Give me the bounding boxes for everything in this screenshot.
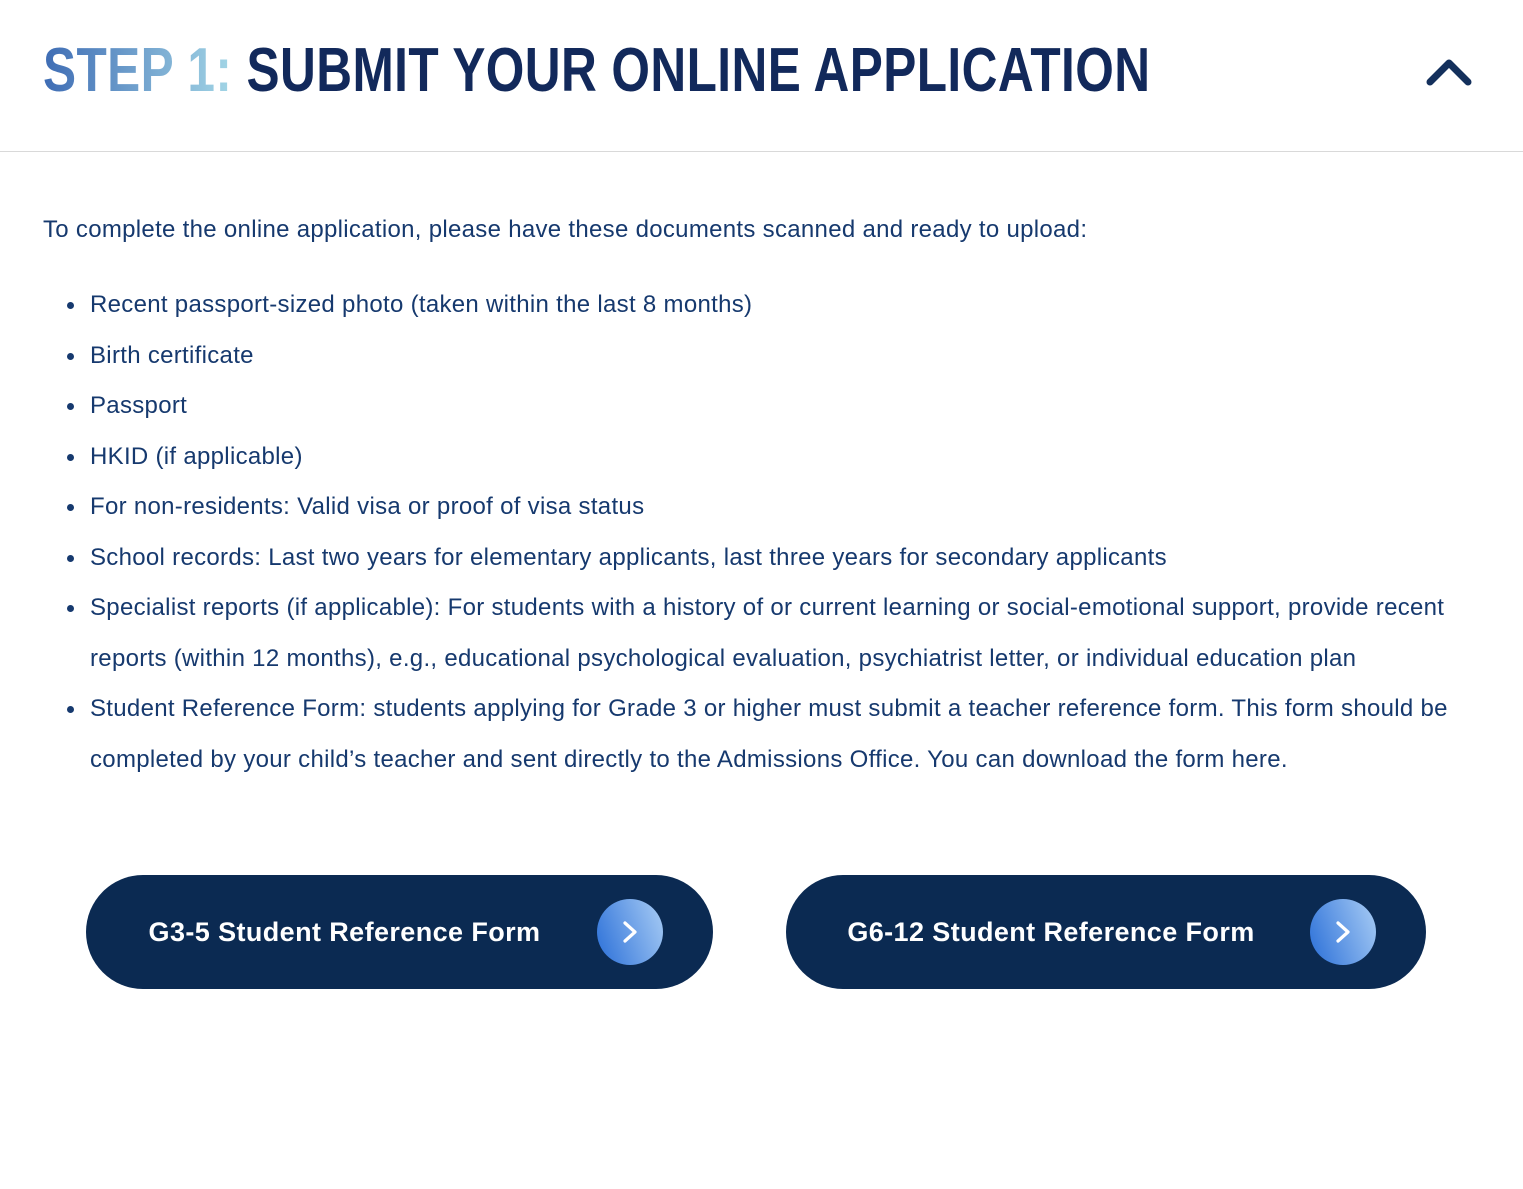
chevron-up-icon — [1426, 57, 1472, 87]
g6-12-student-reference-form-button[interactable] — [786, 875, 1426, 989]
arrow-right-circle-icon — [1310, 899, 1376, 965]
list-item: Recent passport-sized photo (taken within the last 8 months) — [43, 280, 1480, 331]
page-title — [43, 36, 1179, 105]
arrow-right-circle-icon — [597, 899, 663, 965]
button-label: G3-5 Student Reference Form — [148, 916, 541, 947]
section-body — [0, 216, 1523, 989]
list-item: HKID (if applicable) — [43, 432, 1480, 483]
list-item: Specialist reports (if applicable): For students with a history of or current learning or social-emotional support, provide recent reports (within 12 months), e.g., educational psychological evaluation, psychiatrist letter, or individual education plan — [43, 583, 1480, 684]
accordion-header — [0, 0, 1523, 152]
collapse-button[interactable] — [1419, 48, 1479, 96]
intro-text: To complete the online application, please have these documents scanned and ready to upload: — [43, 216, 1088, 243]
reference-form-buttons — [86, 875, 1480, 989]
list-item: For non-residents: Valid visa or proof of visa status — [43, 482, 1480, 533]
list-item: Student Reference Form: students applying for Grade 3 or higher must submit a teacher reference form. This form should be completed by your child’s teacher and sent directly to the Admissions Office. You can download the form here. — [43, 684, 1480, 785]
step-label: STEP 1: — [43, 36, 233, 105]
list-item: School records: Last two years for elementary applicants, last three years for secondary applicants — [43, 533, 1480, 584]
button-label: G6-12 Student Reference Form — [847, 916, 1255, 947]
document-list — [43, 280, 1480, 785]
g3-5-student-reference-form-button[interactable] — [86, 875, 713, 989]
section-title-text: SUBMIT YOUR ONLINE APPLICATION — [246, 36, 1151, 105]
list-item: Passport — [43, 381, 1480, 432]
list-item: Birth certificate — [43, 331, 1480, 382]
